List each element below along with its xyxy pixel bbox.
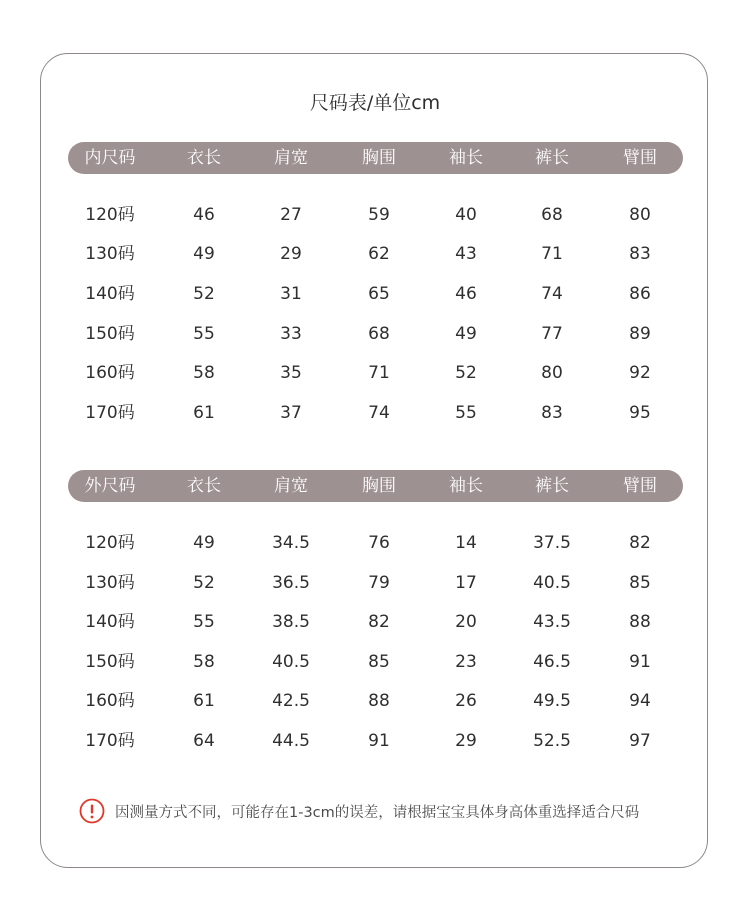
size-cell: 150码 bbox=[85, 324, 135, 344]
table-row bbox=[0, 570, 750, 596]
header-cell: 衣长 bbox=[187, 476, 221, 496]
table-row bbox=[0, 688, 750, 714]
outer-size-header bbox=[68, 470, 683, 502]
value-cell: 37.5 bbox=[533, 533, 571, 553]
header-cell: 胸围 bbox=[362, 148, 396, 168]
value-cell: 61 bbox=[193, 691, 215, 711]
size-cell: 160码 bbox=[85, 691, 135, 711]
size-cell: 170码 bbox=[85, 403, 135, 423]
table-row bbox=[0, 321, 750, 347]
value-cell: 64 bbox=[193, 731, 215, 751]
value-cell: 49 bbox=[193, 533, 215, 553]
note-text: 因测量方式不同，可能存在1-3cm的误差，请根据宝宝具体身高体重选择适合尺码 bbox=[115, 804, 640, 821]
value-cell: 92 bbox=[629, 363, 651, 383]
chart-title: 尺码表/单位cm bbox=[309, 92, 441, 114]
value-cell: 71 bbox=[368, 363, 390, 383]
value-cell: 95 bbox=[629, 403, 651, 423]
value-cell: 91 bbox=[368, 731, 390, 751]
value-cell: 43.5 bbox=[533, 612, 571, 632]
value-cell: 40.5 bbox=[272, 652, 310, 672]
value-cell: 80 bbox=[629, 205, 651, 225]
value-cell: 46 bbox=[193, 205, 215, 225]
value-cell: 49 bbox=[193, 244, 215, 264]
header-cell: 袖长 bbox=[449, 476, 483, 496]
header-cell: 胸围 bbox=[362, 476, 396, 496]
value-cell: 86 bbox=[629, 284, 651, 304]
value-cell: 55 bbox=[455, 403, 477, 423]
value-cell: 35 bbox=[280, 363, 302, 383]
value-cell: 55 bbox=[193, 612, 215, 632]
table-row bbox=[0, 530, 750, 556]
value-cell: 37 bbox=[280, 403, 302, 423]
size-cell: 120码 bbox=[85, 533, 135, 553]
value-cell: 33 bbox=[280, 324, 302, 344]
value-cell: 68 bbox=[541, 205, 563, 225]
value-cell: 59 bbox=[368, 205, 390, 225]
table-row bbox=[0, 649, 750, 675]
size-cell: 170码 bbox=[85, 731, 135, 751]
measurement-note bbox=[79, 796, 639, 826]
value-cell: 91 bbox=[629, 652, 651, 672]
value-cell: 14 bbox=[455, 533, 477, 553]
header-cell: 裤长 bbox=[535, 476, 569, 496]
value-cell: 29 bbox=[455, 731, 477, 751]
table-row bbox=[0, 360, 750, 386]
table-row bbox=[0, 241, 750, 267]
value-cell: 83 bbox=[629, 244, 651, 264]
value-cell: 29 bbox=[280, 244, 302, 264]
value-cell: 46 bbox=[455, 284, 477, 304]
header-cell: 臂围 bbox=[623, 148, 657, 168]
value-cell: 71 bbox=[541, 244, 563, 264]
exclamation-circle-icon bbox=[79, 798, 105, 824]
size-cell: 130码 bbox=[85, 573, 135, 593]
header-cell: 衣长 bbox=[187, 148, 221, 168]
value-cell: 97 bbox=[629, 731, 651, 751]
value-cell: 49 bbox=[455, 324, 477, 344]
table-row bbox=[0, 400, 750, 426]
value-cell: 46.5 bbox=[533, 652, 571, 672]
value-cell: 65 bbox=[368, 284, 390, 304]
header-cell: 内尺码 bbox=[84, 148, 136, 168]
value-cell: 52 bbox=[193, 573, 215, 593]
value-cell: 88 bbox=[629, 612, 651, 632]
table-row bbox=[0, 728, 750, 754]
table-row bbox=[0, 202, 750, 228]
value-cell: 61 bbox=[193, 403, 215, 423]
value-cell: 49.5 bbox=[533, 691, 571, 711]
header-cell: 外尺码 bbox=[84, 476, 136, 496]
value-cell: 74 bbox=[541, 284, 563, 304]
value-cell: 44.5 bbox=[272, 731, 310, 751]
value-cell: 85 bbox=[629, 573, 651, 593]
value-cell: 17 bbox=[455, 573, 477, 593]
value-cell: 82 bbox=[368, 612, 390, 632]
value-cell: 52.5 bbox=[533, 731, 571, 751]
value-cell: 83 bbox=[541, 403, 563, 423]
table-row bbox=[0, 281, 750, 307]
size-cell: 140码 bbox=[85, 284, 135, 304]
value-cell: 20 bbox=[455, 612, 477, 632]
value-cell: 58 bbox=[193, 652, 215, 672]
value-cell: 74 bbox=[368, 403, 390, 423]
value-cell: 85 bbox=[368, 652, 390, 672]
value-cell: 77 bbox=[541, 324, 563, 344]
value-cell: 42.5 bbox=[272, 691, 310, 711]
value-cell: 52 bbox=[193, 284, 215, 304]
value-cell: 27 bbox=[280, 205, 302, 225]
value-cell: 31 bbox=[280, 284, 302, 304]
value-cell: 43 bbox=[455, 244, 477, 264]
size-cell: 150码 bbox=[85, 652, 135, 672]
value-cell: 94 bbox=[629, 691, 651, 711]
value-cell: 80 bbox=[541, 363, 563, 383]
value-cell: 26 bbox=[455, 691, 477, 711]
header-cell: 肩宽 bbox=[274, 148, 308, 168]
value-cell: 55 bbox=[193, 324, 215, 344]
value-cell: 23 bbox=[455, 652, 477, 672]
size-cell: 130码 bbox=[85, 244, 135, 264]
header-cell: 袖长 bbox=[449, 148, 483, 168]
value-cell: 36.5 bbox=[272, 573, 310, 593]
table-row bbox=[0, 609, 750, 635]
inner-size-header bbox=[68, 142, 683, 174]
value-cell: 58 bbox=[193, 363, 215, 383]
value-cell: 79 bbox=[368, 573, 390, 593]
value-cell: 38.5 bbox=[272, 612, 310, 632]
value-cell: 40.5 bbox=[533, 573, 571, 593]
value-cell: 52 bbox=[455, 363, 477, 383]
value-cell: 62 bbox=[368, 244, 390, 264]
value-cell: 89 bbox=[629, 324, 651, 344]
value-cell: 82 bbox=[629, 533, 651, 553]
header-cell: 裤长 bbox=[535, 148, 569, 168]
value-cell: 68 bbox=[368, 324, 390, 344]
value-cell: 40 bbox=[455, 205, 477, 225]
size-cell: 140码 bbox=[85, 612, 135, 632]
size-cell: 120码 bbox=[85, 205, 135, 225]
value-cell: 34.5 bbox=[272, 533, 310, 553]
header-cell: 肩宽 bbox=[274, 476, 308, 496]
size-cell: 160码 bbox=[85, 363, 135, 383]
header-cell: 臂围 bbox=[623, 476, 657, 496]
value-cell: 76 bbox=[368, 533, 390, 553]
value-cell: 88 bbox=[368, 691, 390, 711]
